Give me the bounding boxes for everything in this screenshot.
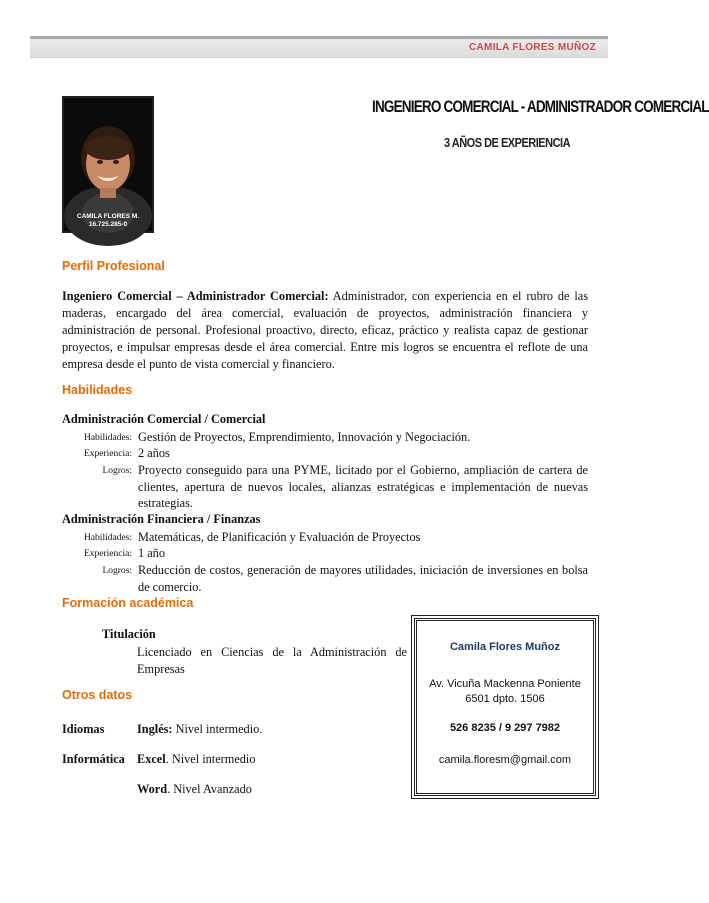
skill-logros-row [62,462,588,512]
section-title-profile: Perfil Profesional [62,259,165,273]
profile-paragraph [62,288,588,373]
skill-logros-value: Reducción de costos, generación de mayores utilidades, iniciación de inversiones en bolsa de comercio. [138,563,588,594]
excel-label: Excel [137,752,166,766]
contact-address [417,677,593,707]
education-label: Titulación [102,627,156,641]
languages-label: Idiomas [62,722,105,736]
section-title-skills: Habilidades [62,383,133,397]
skill-habilidades-row [62,529,588,546]
job-title: INGENIERO COMERCIAL - ADMINISTRADOR COMERCIAL [372,97,709,116]
languages-value [137,722,262,737]
skill-logros-label: Logros: [102,566,132,576]
contact-name: Camila Flores Muñoz [449,641,561,653]
contact-address-line1: Av. Vicuña Mackenna Poniente [429,678,581,690]
skill-experiencia-row [62,545,588,562]
skill-habilidades-label: Habilidades: [83,533,132,543]
computing-word [137,782,252,797]
computing-excel [137,752,256,767]
language-english-level: Nivel intermedio. [172,722,263,736]
profile-photo [62,96,154,233]
header-name: CAMILA FLORES MUÑOZ [469,42,596,53]
computing-label: Informática [62,752,125,766]
section-title-education: Formación académica [62,596,194,610]
word-label: Word [137,782,168,796]
word-level: . Nivel Avanzado [167,782,252,796]
contact-address-line2: 6501 dpto. 1506 [465,693,545,705]
contact-box [414,618,596,796]
skill-habilidades-label: Habilidades: [83,433,132,443]
photo-caption [64,213,152,229]
profile-text: Administrador, con experiencia en el rubro de las maderas, encargado del área comercial, evaluación de proyectos, administración financiera y administración de personal. Profesional proactivo, directo, eficaz, práctico y realista capaz de gestionar proyectos, e impulsar empresas desde el área comercial. Entre mis logros se encuentra el reflote de una empresa desde el punto de vista comercial y financiero. [62,289,588,371]
skill-experiencia-row [62,445,588,462]
profile-lead: Ingeniero Comercial – Administrador Comercial: [62,289,329,303]
skill-experiencia-value: 1 año [138,546,165,560]
photo-caption-id: 16.725.285-0 [88,221,128,228]
skill-habilidades-row [62,429,588,446]
skill-experiencia-label: Experiencia: [83,549,132,559]
language-english: Inglés: [137,722,173,736]
skill-experiencia-label: Experiencia: [83,449,132,459]
skill-habilidades-value: Matemáticas, de Planificación y Evaluación de Proyectos [138,530,421,544]
skill-group-title: Administración Financiera / Finanzas [62,512,261,526]
contact-phone: 526 8235 / 9 297 7982 [449,722,561,734]
skill-experiencia-value: 2 años [138,446,170,460]
skill-logros-value: Proyecto conseguido para una PYME, licitado por el Gobierno, ampliación de cartera de clientes, apertura de nuevos locales, alianzas estratégicas e implementación de nuevas estrategias. [138,463,588,510]
education-value: Licenciado en Ciencias de la Administración de Empresas [137,645,407,676]
section-title-other: Otros datos [62,688,133,702]
photo-caption-name: CAMILA FLORES M. [76,213,140,220]
skill-logros-row [62,562,588,595]
header-bar [30,36,608,58]
excel-level: . Nivel intermedio [165,752,256,766]
contact-email[interactable]: camila.floresm@gmail.com [438,754,572,766]
skill-group-title: Administración Comercial / Comercial [62,412,266,426]
experience-years: 3 AÑOS DE EXPERIENCIA [444,136,571,151]
skill-habilidades-value: Gestión de Proyectos, Emprendimiento, Innovación y Negociación. [138,430,471,444]
skill-logros-label: Logros: [102,466,132,476]
